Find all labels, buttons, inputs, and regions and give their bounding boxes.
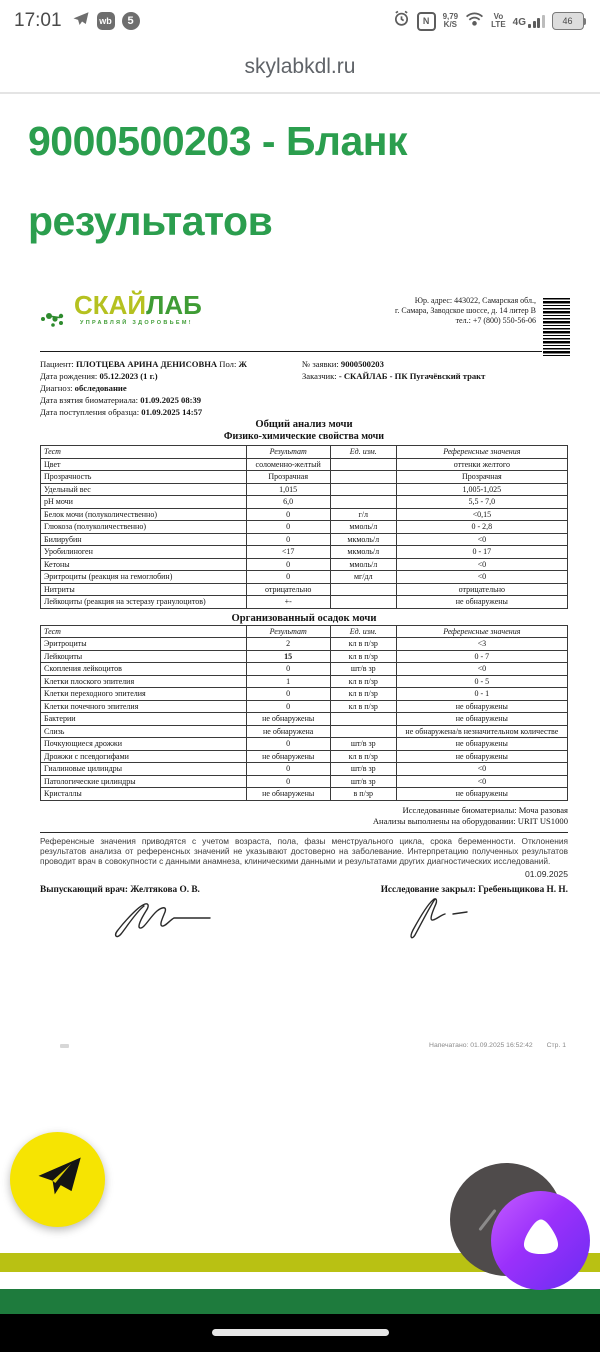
cell-result: 15: [246, 650, 330, 663]
cell-unit: [330, 725, 396, 738]
closing-doctor: Исследование закрыл: Гребеньщикова Н. Н.: [380, 884, 568, 895]
cell-result: 0: [246, 558, 330, 571]
table-row: [41, 663, 568, 676]
cell-test: Слизь: [41, 725, 247, 738]
pyaterochka-icon: 5: [122, 12, 140, 30]
home-indicator[interactable]: [212, 1329, 389, 1336]
cell-result: 0: [246, 663, 330, 676]
cell-result: не обнаружены: [246, 750, 330, 763]
table-row: [41, 638, 568, 651]
cell-result: +-: [246, 596, 330, 609]
cell-ref: <0: [396, 558, 567, 571]
network-speed: 9,79 K/S: [442, 12, 459, 29]
battery-icon: 46: [552, 12, 587, 30]
cell-test: Билирубин: [41, 533, 247, 546]
divider: [40, 351, 542, 352]
cell-ref: 0 - 17: [396, 546, 567, 559]
document-header: [40, 278, 568, 352]
cell-unit: в п/зр: [330, 788, 396, 801]
birthdate-line: Дата рождения: 05.12.2023 (1 г.): [40, 371, 158, 381]
cell-unit: кл в п/зр: [330, 750, 396, 763]
cell-result: 6,0: [246, 496, 330, 509]
lab-report-document: [40, 278, 568, 1068]
cell-unit: мг/дл: [330, 571, 396, 584]
table-header: Тест: [41, 625, 247, 638]
skylab-logo: [52, 292, 202, 326]
cell-test: Глюкоза (полуколичественно): [41, 521, 247, 534]
cell-unit: г/л: [330, 508, 396, 521]
table-row: [41, 738, 568, 751]
cell-test: pH мочи: [41, 496, 247, 509]
cell-unit: [330, 483, 396, 496]
signatures: [40, 895, 568, 947]
cell-unit: шт/в зр: [330, 775, 396, 788]
cell-result: не обнаружены: [246, 713, 330, 726]
table-row: [41, 458, 568, 471]
alarm-icon: [393, 10, 410, 32]
table-row: [41, 750, 568, 763]
cell-test: Цвет: [41, 458, 247, 471]
table-row: [41, 675, 568, 688]
cell-ref: отрицательно: [396, 583, 567, 596]
table-row: [41, 583, 568, 596]
request-number-line: № заявки: 9000500203: [302, 359, 384, 369]
signature-right: [405, 897, 490, 948]
cell-ref: <0: [396, 571, 567, 584]
table-row: [41, 596, 568, 609]
cell-result: 0: [246, 763, 330, 776]
status-bar: [0, 0, 600, 42]
cell-ref: оттенки желтого: [396, 458, 567, 471]
cell-result: 1: [246, 675, 330, 688]
cell-test: Лейкоциты (реакция на эстеразу гранулоцитов): [41, 596, 247, 609]
cell-result: 0: [246, 775, 330, 788]
cell-unit: кл в п/зр: [330, 675, 396, 688]
table-row: [41, 471, 568, 484]
cell-unit: кл в п/зр: [330, 638, 396, 651]
table-row: [41, 546, 568, 559]
cell-unit: [330, 471, 396, 484]
clock: 17:01: [14, 10, 62, 31]
cell-result: соломенно-желтый: [246, 458, 330, 471]
print-footer: Напечатано: 01.09.2025 16:52:42 Стр. 1: [429, 1042, 566, 1049]
physchem-table: [40, 445, 568, 609]
url-text[interactable]: skylabkdl.ru: [244, 55, 356, 78]
table-row: [41, 725, 568, 738]
cell-test: Удельный вес: [41, 483, 247, 496]
cell-result: 1,015: [246, 483, 330, 496]
system-nav-bar: [0, 1314, 600, 1352]
cell-ref: не обнаружены: [396, 738, 567, 751]
nfc-icon: N: [417, 12, 436, 31]
patient-info: [40, 356, 568, 418]
cell-unit: кл в п/зр: [330, 650, 396, 663]
sample-received-line: Дата поступления образца: 01.09.2025 14:57: [40, 407, 203, 417]
cell-result: 0: [246, 738, 330, 751]
cell-unit: шт/в зр: [330, 663, 396, 676]
table-row: [41, 496, 568, 509]
issuing-doctor: Выпускающий врач: Желтякова О. В.: [40, 884, 200, 895]
cell-ref: не обнаружена/в незначительном количестве: [396, 725, 567, 738]
table-header: Тест: [41, 446, 247, 459]
cell-result: 0: [246, 571, 330, 584]
print-artifact: [60, 1044, 69, 1048]
table-row: [41, 713, 568, 726]
table-header: Результат: [246, 625, 330, 638]
cell-unit: кл в п/зр: [330, 700, 396, 713]
cell-test: Уробилиноген: [41, 546, 247, 559]
molecule-icon: [40, 301, 70, 332]
table-row: [41, 521, 568, 534]
table-row: [41, 763, 568, 776]
url-bar[interactable]: [0, 42, 600, 94]
cell-ref: <3: [396, 638, 567, 651]
table-row: [41, 788, 568, 801]
cell-test: Белок мочи (полуколичественно): [41, 508, 247, 521]
cell-test: Клетки плоского эпителия: [41, 675, 247, 688]
cell-ref: <0: [396, 775, 567, 788]
yandex-alice-fab[interactable]: [491, 1191, 590, 1290]
diagnosis-line: Диагноз: обследование: [40, 383, 127, 393]
cell-test: Нитриты: [41, 583, 247, 596]
cell-ref: не обнаружены: [396, 713, 567, 726]
cell-test: Лейкоциты: [41, 650, 247, 663]
brand-tagline: УПРАВЛЯЙ ЗДОРОВЬЕМ!: [80, 320, 193, 326]
cell-ref: 0 - 7: [396, 650, 567, 663]
signal-icon: 4G: [513, 15, 545, 28]
cell-result: <17: [246, 546, 330, 559]
table-row: [41, 700, 568, 713]
cell-unit: ммоль/л: [330, 558, 396, 571]
barcode: [543, 298, 570, 356]
cell-ref: 0 - 1: [396, 688, 567, 701]
customer-line: Заказчик: - СКАЙЛАБ - ПК Пугачёвский тракт: [302, 371, 486, 381]
table-row: [41, 688, 568, 701]
cell-ref: <0: [396, 533, 567, 546]
cell-result: не обнаружены: [246, 788, 330, 801]
section-subtitle-physchem: Физико-химические свойства мочи: [223, 431, 385, 442]
wifi-icon: [465, 11, 484, 32]
table-header: Референсные значения: [396, 446, 567, 459]
wildberries-icon: wb: [97, 12, 115, 30]
cell-unit: кл в п/зр: [330, 688, 396, 701]
cell-ref: не обнаружены: [396, 700, 567, 713]
cell-test: Кристаллы: [41, 788, 247, 801]
cell-test: Клетки почечного эпителия: [41, 700, 247, 713]
cell-unit: [330, 496, 396, 509]
cell-result: не обнаружена: [246, 725, 330, 738]
table-header: Референсные значения: [396, 625, 567, 638]
cell-test: Дрожжи с псевдогифами: [41, 750, 247, 763]
cell-unit: мкмоль/л: [330, 546, 396, 559]
cell-ref: 5,5 - 7,0: [396, 496, 567, 509]
table-row: [41, 650, 568, 663]
table-header: Ед. изм.: [330, 625, 396, 638]
green-stripe: [0, 1289, 600, 1314]
cell-result: 0: [246, 688, 330, 701]
cell-ref: <0: [396, 663, 567, 676]
cell-test: Кетоны: [41, 558, 247, 571]
divider: [40, 832, 568, 833]
table-row: [41, 508, 568, 521]
telegram-fab[interactable]: [10, 1132, 105, 1227]
cell-unit: шт/в зр: [330, 763, 396, 776]
table-row: [41, 558, 568, 571]
cell-unit: шт/в зр: [330, 738, 396, 751]
table-row: [41, 775, 568, 788]
table-row: [41, 483, 568, 496]
biomaterials-note: Исследованные биоматериалы: Моча разовая Анализы выполнены на оборудовании: URIT US1000: [372, 804, 568, 826]
cell-unit: [330, 458, 396, 471]
cell-result: 0: [246, 533, 330, 546]
cell-test: Клетки переходного эпителия: [41, 688, 247, 701]
cell-ref: не обнаружены: [396, 750, 567, 763]
cell-test: Эритроциты: [41, 638, 247, 651]
cell-result: 0: [246, 508, 330, 521]
table-header: Ед. изм.: [330, 446, 396, 459]
table-row: [41, 571, 568, 584]
sample-taken-line: Дата взятия биоматериала: 01.09.2025 08:39: [40, 395, 202, 405]
cell-ref: 0 - 2,8: [396, 521, 567, 534]
cell-result: 2: [246, 638, 330, 651]
cell-unit: [330, 713, 396, 726]
cell-test: Гиалиновые цилиндры: [41, 763, 247, 776]
telegram-icon: [72, 10, 90, 33]
cell-unit: [330, 583, 396, 596]
page-title: 9000500203 - Бланк результатов: [28, 118, 408, 244]
cell-unit: ммоль/л: [330, 521, 396, 534]
cell-test: Бактерии: [41, 713, 247, 726]
sediment-table: [40, 625, 568, 801]
cell-ref: 1,005-1,025: [396, 483, 567, 496]
cell-ref: <0: [396, 763, 567, 776]
cell-result: 0: [246, 700, 330, 713]
table-row: [41, 533, 568, 546]
section-title-sediment: Организованный осадок мочи: [231, 612, 377, 624]
volte-indicator: Vo LTE: [491, 12, 506, 29]
reference-disclaimer: Референсные значения приводятся с учетом возраста, пола, фазы менструального цикла, срока беременности. Отклонения результатов анализа от референсных значений не указывают достоверно на заболевание. Интерпретацию полученных результатов проводит врач в совокупности с данными анамнеза, клиническими данными и результатами других диагностических исследований.: [40, 835, 568, 866]
cell-unit: мкмоль/л: [330, 533, 396, 546]
section-title-urinalysis: Общий анализ мочи: [255, 419, 353, 430]
cell-test: Скопления лейкоцитов: [41, 663, 247, 676]
table-header: Результат: [246, 446, 330, 459]
cell-ref: 0 - 5: [396, 675, 567, 688]
report-date: 01.09.2025: [524, 868, 568, 879]
signature-left: [110, 899, 245, 948]
patient-line: Пациент: ПЛОТЦЕВА АРИНА ДЕНИСОВНА Пол: Ж: [40, 359, 247, 369]
cell-result: 0: [246, 521, 330, 534]
cell-test: Прозрачность: [41, 471, 247, 484]
cell-ref: не обнаружены: [396, 596, 567, 609]
cell-unit: [330, 596, 396, 609]
cell-result: отрицательно: [246, 583, 330, 596]
cell-ref: Прозрачная: [396, 471, 567, 484]
cell-ref: <0,15: [396, 508, 567, 521]
cell-test: Патологические цилиндры: [41, 775, 247, 788]
cell-test: Почкующиеся дрожжи: [41, 738, 247, 751]
cell-result: Прозрачная: [246, 471, 330, 484]
cell-ref: не обнаружены: [396, 788, 567, 801]
telegram-plane-icon: [32, 1151, 84, 1208]
cell-test: Эритроциты (реакция на гемоглобин): [41, 571, 247, 584]
alice-triangle-icon: [514, 1211, 568, 1270]
brand-wordmark: СКАЙЛАБ: [74, 290, 202, 320]
lab-address: Юр. адрес: 443022, Самарская обл., г. Самара, Заводское шоссе, д. 14 литер В тел.: +7 (800) 550-56-06: [394, 296, 536, 325]
